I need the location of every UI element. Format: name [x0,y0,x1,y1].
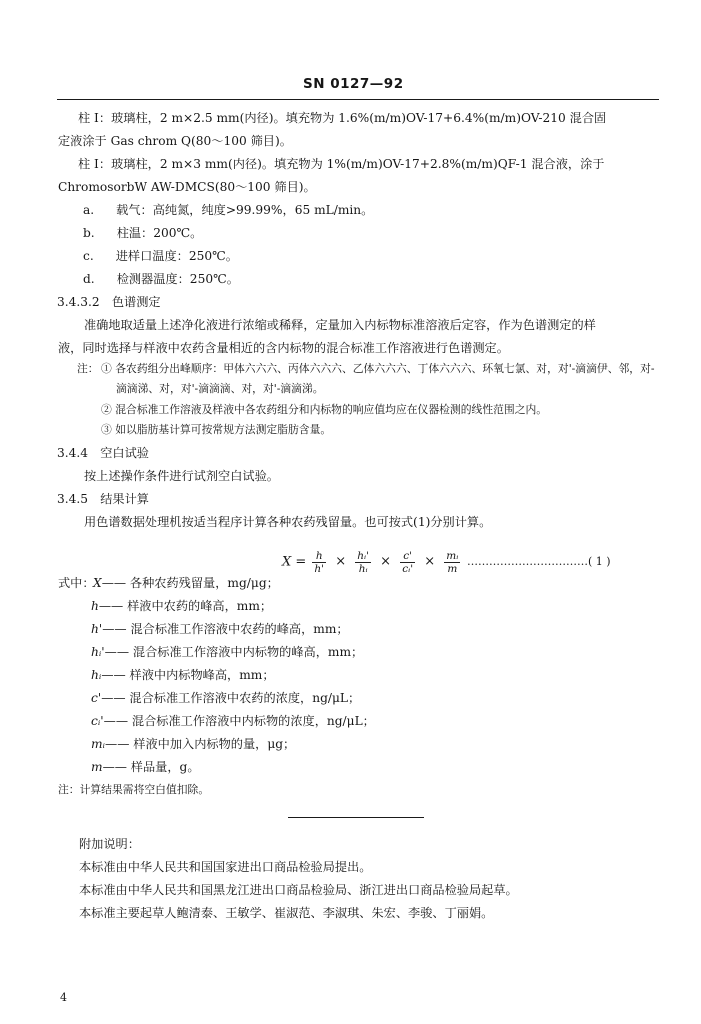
section-heading-344: 3.4.4 空白试验 [57,446,149,460]
calculation-note: 注：计算结果需将空白值扣除。 [58,783,210,796]
fraction-2: $\frac{\text{hᵢ'}}{\text{hᵢ}}$ [357,549,370,575]
appendix-line-2: 本标准由中华人民共和国黑龙江进出口商品检验局、浙江进出口商品检验局起草。 [79,883,518,897]
appendix-line-3: 本标准主要起草人鲍清泰、王敏学、崔淑范、李淑琪、朱宏、李骏、丁丽娟。 [79,906,494,920]
equation-number: ……………………………( 1 ) [467,555,611,568]
where-item-X: X—— 各种农药残留量，mg/μg； [93,576,279,590]
where-item-hi-prime: hᵢ'—— 混合标准工作溶液中内标物的峰高，mm； [91,645,364,659]
standard-code: SN 0127—92 [303,76,404,92]
section-heading-3432: 3.4.3.2 色谱测定 [57,295,161,309]
page-number: 4 [60,991,67,1004]
section-heading-345: 3.4.5 结果计算 [57,492,149,506]
where-item-m: m—— 样品量，g。 [91,760,200,774]
separator-rule [288,817,424,818]
where-item-c-prime: c'—— 混合标准工作溶液中农药的浓度，ng/μL； [91,691,361,705]
paragraph-3432-line-2: 液，同时选择与样液中农药含量相近的含内标物的混合标准工作溶液进行色谱测定。 [58,341,509,355]
where-item-h-prime: h'—— 混合标准工作溶液中农药的峰高，mm； [91,622,349,636]
fraction-1: $\frac{h}{h'}$ [314,549,325,575]
paragraph-344: 按上述操作条件进行试剂空白试验。 [84,469,279,483]
paragraph-345: 用色谱数据处理机按适当程序计算各种农药残留量。也可按式(1)分别计算。 [84,515,492,529]
column-1-line-2: 定液涂于 Gas chrom Q(80～100 筛目)。 [58,134,292,148]
condition-a: a. 载气：高纯氮，纯度>99.99%，65 mL/min。 [83,203,374,217]
column-2-line-1: 柱 I：玻璃柱，2 m×3 mm(内径)。填充物为 1%(m/m)OV-17+2.8%(m/m)QF-1 混合液，涂于 [78,157,605,171]
column-1-line-1: 柱 I：玻璃柱，2 m×2.5 mm(内径)。填充物为 1.6%(m/m)OV-17+6.4%(m/m)OV-210 混合固 [78,111,607,125]
column-2-line-2: ChromosorbW AW-DMCS(80～100 筛目)。 [58,180,316,194]
where-item-h: h—— 样液中农药的峰高，mm； [91,599,273,613]
condition-b: b. 柱温：200℃。 [83,226,203,240]
where-item-ci-prime: cᵢ'—— 混合标准工作溶液中内标物的浓度，ng/μL； [91,714,375,728]
paragraph-3432-line-1: 准确地取适量上述净化液进行浓缩或稀释，定量加入内标物标准溶液后定容，作为色谱测定的样 [84,318,596,332]
condition-d: d. 检测器温度：250℃。 [83,272,239,286]
where-item-mi: mᵢ—— 样液中加入内标物的量，μg； [91,737,296,751]
fraction-3: $\frac{c'}{\text{cᵢ'}}$ [402,549,414,575]
header-rule [57,99,659,100]
formula-lhs: X = [282,554,307,570]
where-item-hi: hᵢ—— 样液中内标物峰高，mm； [91,668,275,682]
appendix-title: 附加说明： [79,837,140,851]
note-prefix: 注： [77,362,99,375]
note-1-line-2: 滴滴涕、对，对'-滴滴滴、对，对'-滴滴涕。 [116,382,324,395]
formula: X = $\frac{h}{h'}$ × $\frac{\text{hᵢ'}}{\text{hᵢ}}$ × $\frac{c'}{\text{cᵢ'}}$ × $\frac{\text{mᵢ}}{m}$ [282,549,459,575]
where-prefix: 式中： [58,576,95,590]
appendix-line-1: 本标准由中华人民共和国国家进出口商品检验局提出。 [79,860,372,874]
note-1-line-1: ① 各农药组分出峰顺序：甲体六六六、丙体六六六、乙体六六六、丁体六六六、环氧七氯、对，对'-滴滴伊、邻，对- [101,362,655,375]
condition-c: c. 进样口温度：250℃。 [83,249,238,263]
note-3: ③ 如以脂肪基计算可按常规方法测定脂肪含量。 [101,423,332,436]
note-2: ② 混合标准工作溶液及样液中各农药组分和内标物的响应值均应在仪器检测的线性范围之内。 [101,403,548,416]
fraction-4: $\frac{\text{mᵢ}}{m}$ [446,549,459,575]
